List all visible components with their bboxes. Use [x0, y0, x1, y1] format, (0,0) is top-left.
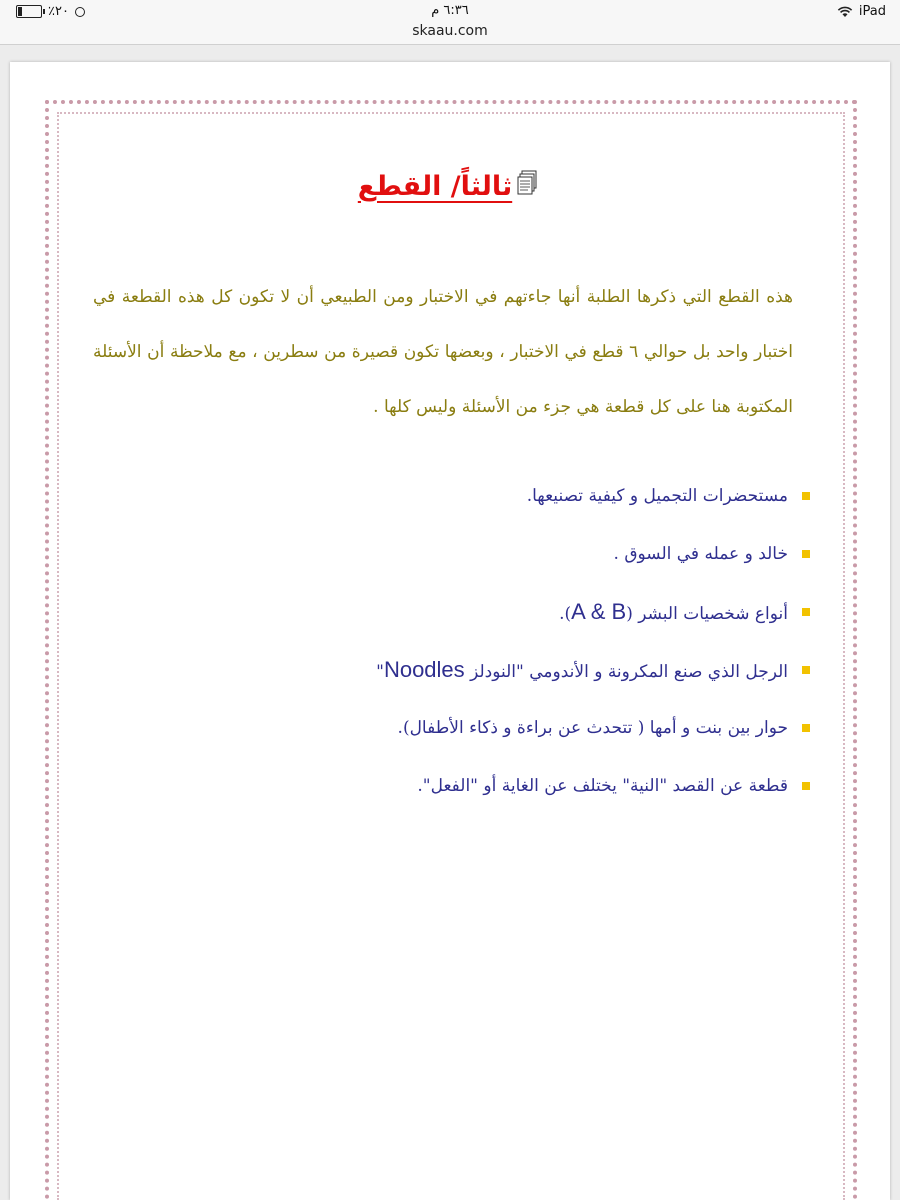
list-item: حوار بين بنت و أمها ( تتحدث عن براءة و ذكاء الأطفال). [110, 699, 810, 757]
list-item: مستحضرات التجميل و كيفية تصنيعها. [110, 467, 810, 525]
bullet-icon [802, 724, 810, 732]
bullet-icon [802, 550, 810, 558]
bullet-icon [802, 782, 810, 790]
list-item: الرجل الذي صنع المكرونة و الأندومي "النودلز Noodles" [110, 641, 810, 699]
list-item: أنواع شخصيات البشر (A & B). [110, 583, 810, 641]
bullet-icon [802, 608, 810, 616]
status-right [837, 4, 886, 19]
address-url[interactable]: skaau.com [412, 23, 488, 39]
status-bar [0, 0, 900, 45]
status-time: ٦:٣٦ م [431, 3, 469, 18]
document-stack-icon [516, 170, 538, 203]
pieces-list [110, 467, 810, 815]
bullet-icon [802, 666, 810, 674]
battery-percent: ٪٢٠ [48, 4, 69, 19]
wifi-icon [837, 6, 853, 18]
bullet-icon [802, 492, 810, 500]
intro-paragraph: هذه القطع التي ذكرها الطلبة أنها جاءتهم في الاختبار ومن الطبيعي أن لا تكون كل هذه القطعة في اختبار واحد بل حوالي ٦ قطع في الاختبار ، وبعضها تكون قصيرة من سطرين ، مع ملاحظة أن الأسئلة المكتوبة هنا على كل قطعة هي جزء من الأسئلة وليس كلها . [93, 287, 793, 417]
document-page [10, 62, 890, 1200]
list-item: خالد و عمله في السوق . [110, 525, 810, 583]
heading-text: ثالثاً/ القطع [357, 171, 513, 202]
list-item: قطعة عن القصد "النية" يختلف عن الغاية أو "الفعل". [110, 757, 810, 815]
section-heading [10, 170, 890, 203]
device-name: iPad [858, 4, 886, 19]
